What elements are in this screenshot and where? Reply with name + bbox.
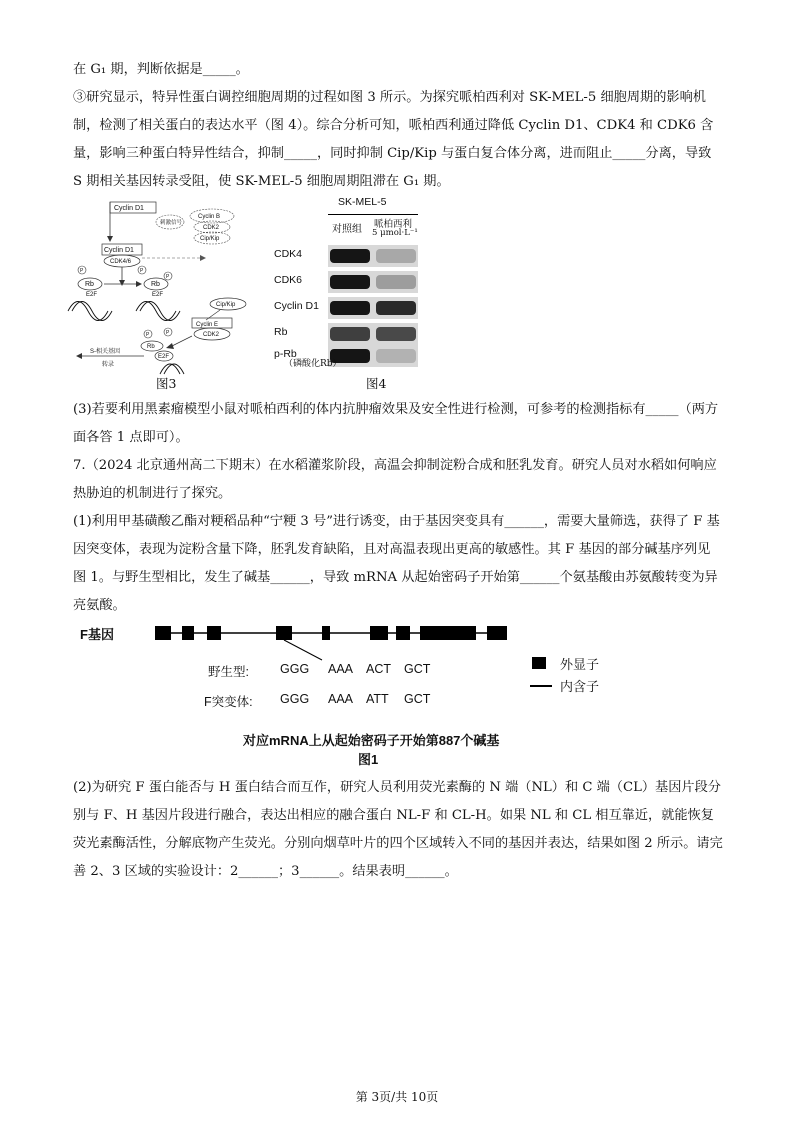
fig4-band [376, 249, 416, 263]
fig1-legend-intron: 内含子 [560, 679, 600, 694]
fig4-band [330, 327, 370, 341]
fig1-exon [396, 626, 410, 640]
fig1-wild-codon: GCT [404, 662, 431, 676]
fig4-band [330, 249, 370, 263]
fig3-cipkip: Cip/Kip [200, 236, 220, 242]
fig4-row-label: Rb [274, 326, 288, 338]
fig4-title: SK-MEL-5 [338, 196, 387, 208]
fig3-rb1: Rb [85, 281, 94, 288]
fig1-exon [487, 626, 507, 640]
fig3-cdk2-b: CDK2 [203, 332, 220, 338]
fig4-band [376, 327, 416, 341]
fig4-col1: 对照组 [332, 224, 362, 235]
fig1-legend-intron-swatch [530, 685, 552, 687]
fig4-band [330, 301, 370, 315]
fig1-wild-codon: GGG [280, 662, 310, 676]
fig3-transcribe: 转录 [102, 362, 115, 368]
svg-text:P: P [146, 332, 150, 338]
svg-text:P: P [80, 268, 84, 274]
fig3-e2f3: E2F [158, 354, 170, 360]
para-q7: 7.（2024 北京通州高二下期末）在水稻灌浆阶段，高温会抑制淀粉合成和胚乳发育。研究人员对水稻如何响应热胁迫的机制进行了探究。 [73, 458, 717, 501]
fig1-pointer [284, 640, 322, 660]
fig4-row-label: p-Rb [274, 348, 297, 360]
para-3: ③研究显示，特异性蛋白调控细胞周期的过程如图 3 所示。为探究哌柏西利对 SK-MEL-5 细胞周期的影响机制，检测了相关蛋白的表达水平（图 4）。综合分析可知，哌柏西利通过降低 Cyclin D1、CDK4 和 CDK6 含量，影响三种蛋白特异性结合，抑制_____，同时抑制 Cip/Kip 与蛋白复合体分离，进而阻止_____分离，导致 S 期相关基因转录受阻，使 SK-MEL-5 细胞周期阻滞在 G₁ 期。 [73, 90, 714, 189]
fig3-caption: 图3 [156, 376, 177, 391]
fig3-cdk46: CDK4/6 [110, 259, 132, 265]
fig3-rb2: Rb [151, 281, 160, 288]
fig1-mutant-codon: ATT [366, 692, 389, 706]
fig1-mutant-codon: GCT [404, 692, 431, 706]
fig1-exon [155, 626, 171, 640]
fig3-cipkip2: Cip/Kip [216, 302, 236, 308]
fig3-s-phase: S-相关基因 [90, 349, 121, 355]
fig4-band [376, 349, 416, 363]
fig3-cyclin-b: Cyclin B [198, 214, 221, 220]
fig1-note: 对应mRNA上从起始密码子开始第887个碱基 [243, 733, 500, 748]
para-q3: (3)若要利用黑素瘤模型小鼠对哌柏西利的体内抗肿瘤效果及安全性进行检测，可参考的检测指标有_____（两方面各答 1 点即可）。 [73, 402, 719, 445]
para-top-end: 在 G₁ 期，判断依据是_____。 [73, 62, 249, 77]
fig4-row-note: （磷酸化Rb） [284, 359, 342, 369]
fig1-exon [322, 626, 330, 640]
fig4-band [376, 301, 416, 315]
fig3-e2f1: E2F [86, 292, 98, 298]
fig1-exon [207, 626, 221, 640]
fig1-mutant-codon: GGG [280, 692, 310, 706]
fig3-cyclin-e: Cyclin E [196, 322, 219, 328]
fig1-wild-codon: AAA [328, 662, 354, 676]
fig4-band [330, 275, 370, 289]
svg-text:P: P [140, 268, 144, 274]
fig1-caption: 图1 [358, 752, 379, 767]
fig1-mutant-label: F突变体: [204, 695, 253, 709]
fig4-band [376, 275, 416, 289]
fig4-col2b: 5 μmol·L⁻¹ [372, 228, 418, 238]
fig3-cyclin-d1-top: Cyclin D1 [114, 205, 144, 212]
fig3-signal: 刺激信号 [160, 220, 183, 226]
para-q7-1: (1)利用甲基磺酸乙酯对粳稻品种“宁粳 3 号”进行诱变，由于基因突变具有______，需要大量筛选，获得了 F 基因突变体，表现为淀粉含量下降，胚乳发育缺陷，且对高温表现出更高的敏感性。其 F 基因的部分碱基序列见图 1。与野生型相比，发生了碱基______，导致 mRNA 从起始密码子开始第______个氨基酸由苏氨酸转变为异亮氨酸。 [73, 514, 720, 613]
fig1-legend-exon-swatch [532, 657, 546, 669]
fig4-row-label: Cyclin D1 [274, 300, 319, 312]
fig1-wild-label: 野生型: [208, 665, 249, 679]
fig1-exon [370, 626, 388, 640]
fig1-wild-codon: ACT [366, 662, 391, 676]
fig1-exon [276, 626, 292, 640]
fig1-exon [182, 626, 194, 640]
fig4-row-label: CDK4 [274, 248, 303, 260]
fig4-col2: 哌柏西利 [374, 219, 413, 230]
fig4-row [270, 274, 430, 294]
fig4-row [270, 300, 430, 320]
svg-text:P: P [166, 330, 170, 336]
fig3-e2f2: E2F [152, 292, 164, 298]
fig1-legend-exon: 外显子 [560, 657, 600, 672]
fig4-title-rule [328, 214, 418, 215]
fig3-rb3: Rb [147, 344, 155, 350]
fig1-mutant-codon: AAA [328, 692, 354, 706]
fig3-cdk2: CDK2 [203, 225, 220, 231]
page-footer: 第 3页/共 10页 [355, 1090, 439, 1104]
svg-text:P: P [166, 274, 170, 280]
fig3-cyclin-d1-mid: Cyclin D1 [104, 247, 134, 254]
fig1-gene-label: F基因 [80, 627, 114, 642]
fig4-row [270, 326, 430, 346]
fig4-row-label: CDK6 [274, 274, 303, 286]
fig4-caption: 图4 [366, 376, 387, 391]
fig4-row [270, 248, 430, 268]
fig4-blot [270, 196, 430, 376]
para-q7-2: (2)为研究 F 蛋白能否与 H 蛋白结合而互作，研究人员利用荧光素酶的 N 端（NL）和 C 端（CL）基因片段分别与 F、H 基因片段进行融合，表达出相应的融合蛋白 NL-F 和 CL-H。如果 NL 和 CL 相互靠近，就能恢复荧光素酶活性，分解底物产生荧光。分别向烟草叶片的四个区域转入不同的基因并表达，结果如图 2 所示。请完善 2、3 区域的实验设计：2______；3______。结果表明______。 [73, 780, 723, 879]
fig1-exon [420, 626, 476, 640]
